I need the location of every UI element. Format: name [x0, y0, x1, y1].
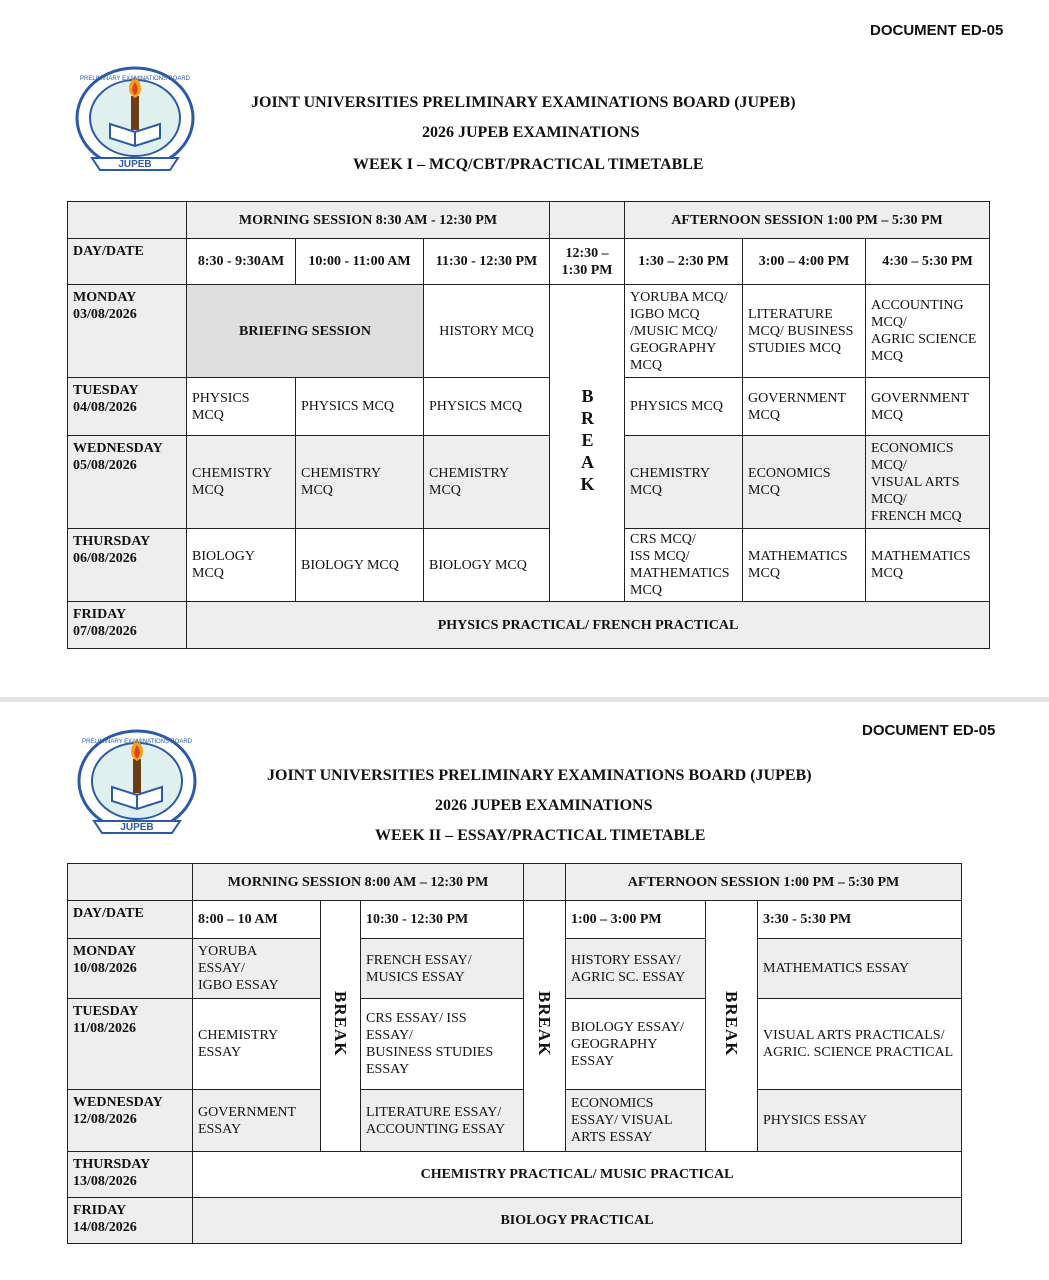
exam-cell: LITERATURE MCQ/ BUSINESS STUDIES MCQ — [743, 285, 866, 378]
break-label: BREAK — [535, 990, 555, 1057]
thursday-practical-cell: CHEMISTRY PRACTICAL/ MUSIC PRACTICAL — [193, 1152, 962, 1198]
board-title: JOINT UNIVERSITIES PRELIMINARY EXAMINATIONS BOARD (JUPEB) — [267, 767, 812, 784]
exam-cell: GOVERNMENT MCQ — [743, 378, 866, 436]
timetable-title: WEEK I – MCQ/CBT/PRACTICAL TIMETABLE — [353, 156, 704, 173]
day-date: 07/08/2026 — [73, 624, 137, 639]
day-cell — [68, 1198, 193, 1244]
exam-title: 2026 JUPEB EXAMINATIONS — [435, 797, 653, 814]
day-name: WEDNESDAY — [73, 441, 163, 456]
exam-cell: BIOLOGY ESSAY/ GEOGRAPHY ESSAY — [566, 999, 706, 1090]
day-name: FRIDAY — [73, 607, 127, 622]
friday-practical-cell: PHYSICS PRACTICAL/ FRENCH PRACTICAL — [187, 602, 990, 649]
exam-cell: ECONOMICS MCQ/ VISUAL ARTS MCQ/ FRENCH MCQ — [866, 436, 990, 529]
exam-cell: YORUBA MCQ/ IGBO MCQ /MUSIC MCQ/ GEOGRAPHY MCQ — [625, 285, 743, 378]
day-date: 11/08/2026 — [73, 1021, 137, 1036]
break-header-cell — [524, 864, 566, 901]
exam-cell: GOVERNMENT ESSAY — [193, 1090, 321, 1152]
break-header-cell — [550, 202, 625, 239]
friday-practical-cell: BIOLOGY PRACTICAL — [193, 1198, 962, 1244]
exam-cell: ECONOMICS ESSAY/ VISUAL ARTS ESSAY — [566, 1090, 706, 1152]
exam-cell: PHYSICS MCQ — [187, 378, 296, 436]
exam-cell: CRS ESSAY/ ISS ESSAY/ BUSINESS STUDIES ESSAY — [361, 999, 524, 1090]
exam-cell: CRS MCQ/ ISS MCQ/ MATHEMATICS MCQ — [625, 529, 743, 602]
day-name: TUESDAY — [73, 383, 139, 398]
exam-cell: PHYSICS ESSAY — [758, 1090, 962, 1152]
corner-cell — [68, 864, 193, 901]
day-cell — [68, 1152, 193, 1198]
logo-label: JUPEB — [120, 822, 154, 833]
break-label: BREAK — [331, 990, 350, 1057]
time-slot: 3:00 – 4:00 PM — [743, 239, 866, 285]
exam-title: 2026 JUPEB EXAMINATIONS — [422, 124, 640, 141]
time-slot: 1:00 – 3:00 PM — [566, 901, 706, 939]
exam-cell: LITERATURE ESSAY/ ACCOUNTING ESSAY — [361, 1090, 524, 1152]
exam-cell: BIOLOGY MCQ — [187, 529, 296, 602]
logo-label: JUPEB — [118, 159, 152, 170]
document-code: DOCUMENT ED-05 — [870, 22, 1004, 39]
time-slot: 10:00 - 11:00 AM — [296, 239, 424, 285]
week2-timetable — [67, 863, 962, 1244]
exam-cell: ACCOUNTING MCQ/ AGRIC SCIENCE MCQ — [866, 285, 990, 378]
day-date: 06/08/2026 — [73, 551, 137, 566]
exam-cell: FRENCH ESSAY/ MUSICS ESSAY — [361, 939, 524, 999]
day-cell — [68, 529, 187, 602]
exam-cell: CHEMISTRY MCQ — [187, 436, 296, 529]
exam-cell: MATHEMATICS ESSAY — [758, 939, 962, 999]
break-label: BREAK — [577, 385, 598, 496]
day-date: 03/08/2026 — [73, 307, 137, 322]
exam-cell: PHYSICS MCQ — [625, 378, 743, 436]
day-name: THURSDAY — [73, 534, 151, 549]
time-slot: 11:30 - 12:30 PM — [424, 239, 550, 285]
exam-cell: BIOLOGY MCQ — [296, 529, 424, 602]
exam-cell: PHYSICS MCQ — [296, 378, 424, 436]
exam-cell: VISUAL ARTS PRACTICALS/ AGRIC. SCIENCE PRACTICAL — [758, 999, 962, 1090]
day-date: 10/08/2026 — [73, 961, 137, 976]
day-date: 04/08/2026 — [73, 400, 137, 415]
exam-cell: HISTORY MCQ — [424, 285, 550, 378]
afternoon-session-header: AFTERNOON SESSION 1:00 PM – 5:30 PM — [566, 864, 962, 901]
break-cell — [321, 901, 361, 1152]
jupeb-logo — [70, 66, 200, 184]
day-name: THURSDAY — [73, 1157, 151, 1172]
exam-cell: MATHEMATICS MCQ — [866, 529, 990, 602]
exam-cell: MATHEMATICS MCQ — [743, 529, 866, 602]
corner-cell — [68, 202, 187, 239]
exam-cell: CHEMISTRY MCQ — [625, 436, 743, 529]
break-cell — [524, 901, 566, 1152]
time-slot: 10:30 - 12:30 PM — [361, 901, 524, 939]
break-cell — [706, 901, 758, 1152]
morning-session-header: MORNING SESSION 8:30 AM - 12:30 PM — [187, 202, 550, 239]
break-time-slot: 12:30 – 1:30 PM — [550, 239, 625, 285]
day-name: MONDAY — [73, 290, 137, 305]
break-label: BREAK — [722, 990, 742, 1057]
time-slot: 3:30 - 5:30 PM — [758, 901, 962, 939]
time-slot: 8:30 - 9:30AM — [187, 239, 296, 285]
timetable-page-week2 — [0, 702, 1049, 1280]
time-slot: 4:30 – 5:30 PM — [866, 239, 990, 285]
day-date: 12/08/2026 — [73, 1112, 137, 1127]
exam-cell: HISTORY ESSAY/ AGRIC SC. ESSAY — [566, 939, 706, 999]
timetable-title: WEEK II – ESSAY/PRACTICAL TIMETABLE — [375, 827, 706, 844]
day-cell — [68, 1090, 193, 1152]
day-cell — [68, 939, 193, 999]
day-name: FRIDAY — [73, 1203, 127, 1218]
logo-top-text: PRELIMINARY EXAMINATIONS BOARD — [79, 76, 191, 82]
day-name: WEDNESDAY — [73, 1095, 163, 1110]
day-name: MONDAY — [73, 944, 137, 959]
board-title: JOINT UNIVERSITIES PRELIMINARY EXAMINATIONS BOARD (JUPEB) — [251, 94, 796, 111]
document-code: DOCUMENT ED-05 — [862, 722, 996, 739]
briefing-session-cell: BRIEFING SESSION — [187, 285, 424, 378]
day-date: 05/08/2026 — [73, 458, 137, 473]
exam-cell: CHEMISTRY MCQ — [424, 436, 550, 529]
morning-session-header: MORNING SESSION 8:00 AM – 12:30 PM — [193, 864, 524, 901]
day-cell — [68, 285, 187, 378]
week1-timetable — [67, 201, 990, 649]
time-slot: 8:00 – 10 AM — [193, 901, 321, 939]
afternoon-session-header: AFTERNOON SESSION 1:00 PM – 5:30 PM — [625, 202, 990, 239]
day-date-header: DAY/DATE — [68, 239, 187, 285]
day-cell — [68, 999, 193, 1090]
exam-cell: BIOLOGY MCQ — [424, 529, 550, 602]
exam-cell: YORUBA ESSAY/ IGBO ESSAY — [193, 939, 321, 999]
day-cell — [68, 378, 187, 436]
exam-cell: PHYSICS MCQ — [424, 378, 550, 436]
exam-cell: ECONOMICS MCQ — [743, 436, 866, 529]
exam-cell: CHEMISTRY MCQ — [296, 436, 424, 529]
exam-cell: GOVERNMENT MCQ — [866, 378, 990, 436]
logo-top-text: PRELIMINARY EXAMINATIONS BOARD — [81, 739, 193, 745]
day-cell — [68, 436, 187, 529]
day-date-header: DAY/DATE — [68, 901, 193, 939]
time-slot: 1:30 – 2:30 PM — [625, 239, 743, 285]
day-date: 13/08/2026 — [73, 1174, 137, 1189]
exam-cell: CHEMISTRY ESSAY — [193, 999, 321, 1090]
day-cell — [68, 602, 187, 649]
break-cell — [550, 285, 625, 602]
jupeb-logo — [72, 729, 202, 847]
day-date: 14/08/2026 — [73, 1220, 137, 1235]
day-name: TUESDAY — [73, 1004, 139, 1019]
